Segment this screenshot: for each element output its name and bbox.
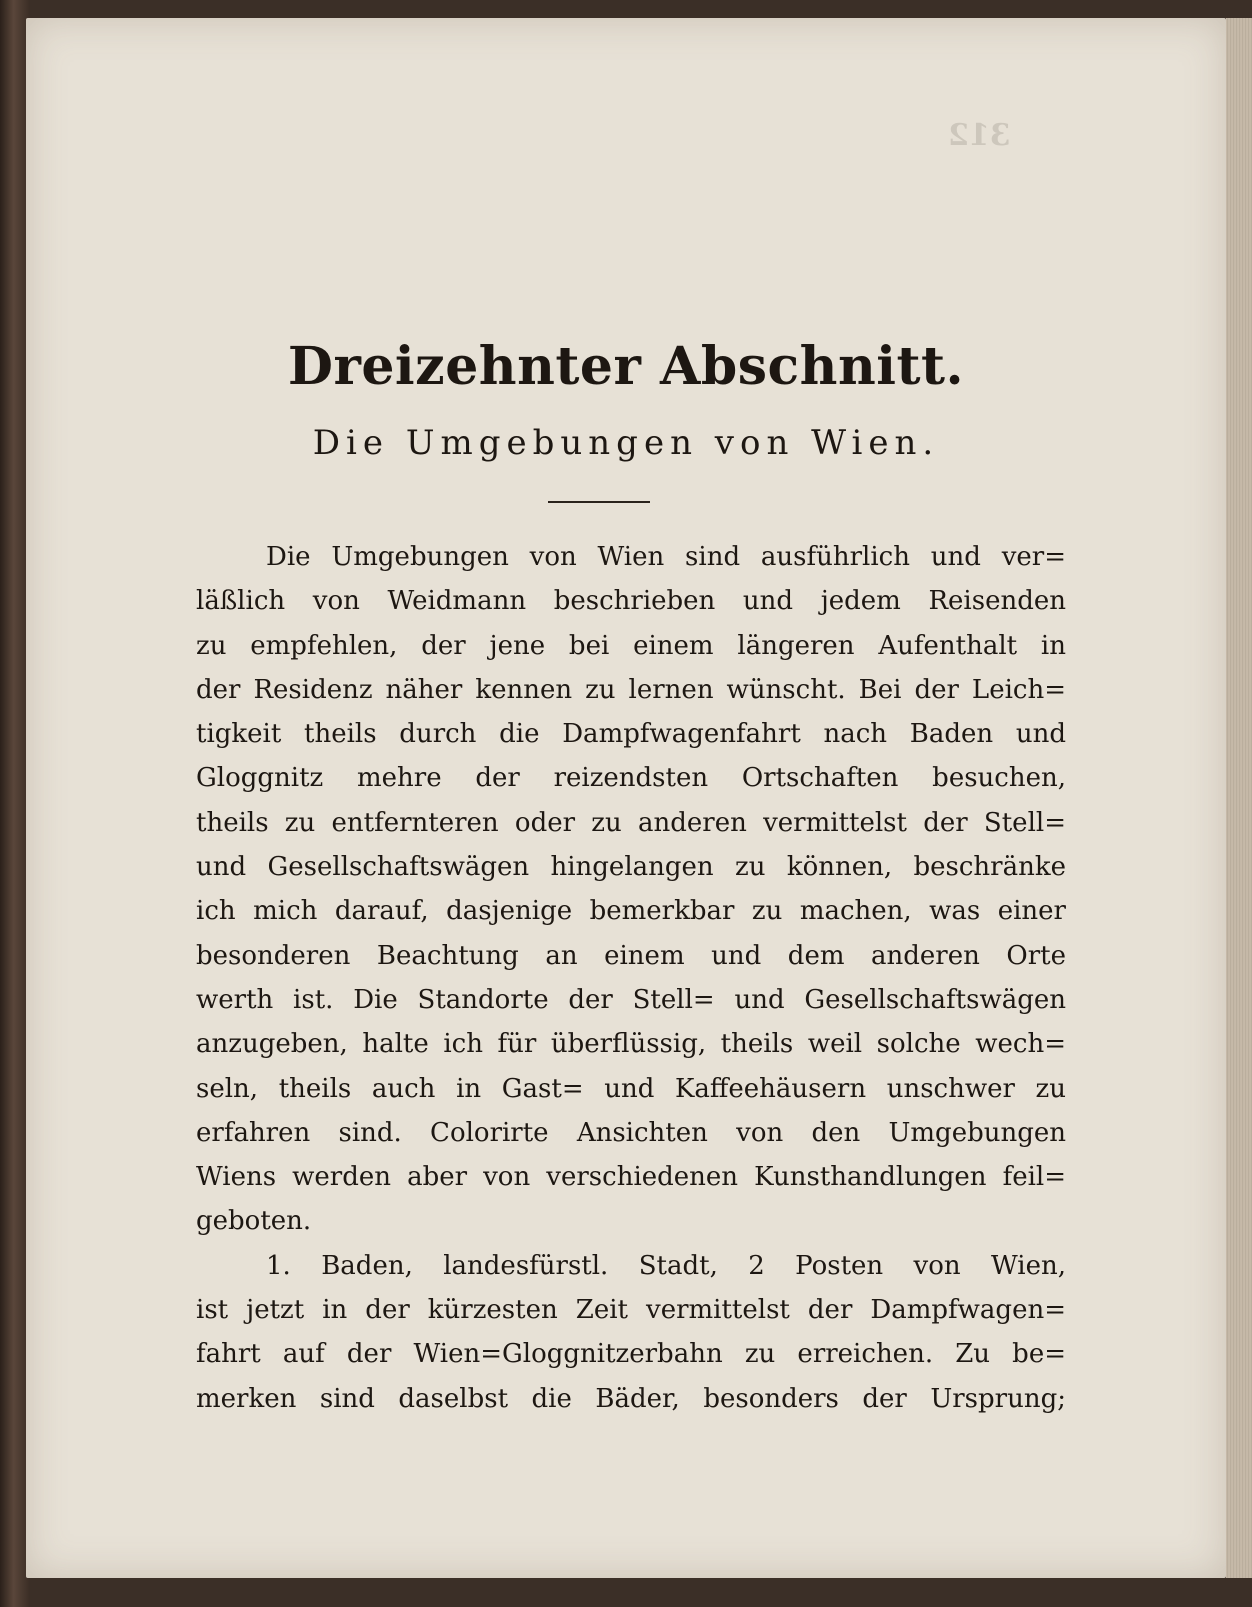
page-edge	[1226, 18, 1252, 1578]
text-line: zu empfehlen, der jene bei einem längeren Aufenthalt in	[196, 630, 1066, 661]
text-line: läßlich von Weidmann beschrieben und jedem Reisenden	[196, 586, 1066, 617]
text-line: seln, theils auch in Gast= und Kaffeehäusern unschwer zu	[196, 1073, 1066, 1104]
text-line: Wiens werden aber von verschiedenen Kunsthandlungen feil=	[196, 1162, 1066, 1193]
title-divider-rule	[548, 501, 650, 503]
text-line: geboten.	[196, 1206, 312, 1237]
chapter-subtitle: Die Umgebungen von Wien.	[312, 423, 940, 463]
text-line: fahrt auf der Wien=Gloggnitzerbahn zu erreichen. Zu be=	[196, 1339, 1066, 1370]
paragraph-2	[196, 1244, 1066, 1421]
body-text	[196, 535, 1066, 1421]
text-line: anzugeben, halte ich für überflüssig, theils weil solche wech=	[196, 1029, 1066, 1060]
text-line: merken sind daselbst die Bäder, besonders der Ursprung;	[196, 1383, 1066, 1414]
text-line: der Residenz näher kennen zu lernen wünscht. Bei der Leich=	[196, 674, 1066, 705]
text-line: ist jetzt in der kürzesten Zeit vermittelst der Dampfwagen=	[196, 1295, 1066, 1326]
text-line: tigkeit theils durch die Dampfwagenfahrt nach Baden und	[196, 719, 1066, 750]
text-line: Gloggnitz mehre der reizendsten Ortschaften besuchen,	[196, 763, 1066, 794]
text-line: theils zu entfernteren oder zu anderen vermittelst der Stell=	[196, 807, 1066, 838]
text-line: erfahren sind. Colorirte Ansichten von den Umgebungen	[196, 1117, 1066, 1148]
bleed-through-page-number: 312	[948, 118, 1011, 153]
text-line: besonderen Beachtung an einem und dem anderen Orte	[196, 940, 1066, 971]
text-line: Die Umgebungen von Wien sind ausführlich und ver=	[266, 542, 1066, 572]
text-line: und Gesellschaftswägen hingelangen zu können, beschränke	[196, 852, 1066, 883]
text-line: ich mich darauf, dasjenige bemerkbar zu machen, was einer	[196, 896, 1066, 927]
text-line: werth ist. Die Standorte der Stell= und Gesellschaftswägen	[196, 984, 1066, 1015]
paragraph-1	[196, 535, 1066, 1244]
book-page	[26, 18, 1226, 1578]
text-line: 1. Baden, landesfürstl. Stadt, 2 Posten von Wien,	[266, 1250, 1066, 1281]
chapter-title: Dreizehnter Abschnitt.	[287, 336, 965, 397]
